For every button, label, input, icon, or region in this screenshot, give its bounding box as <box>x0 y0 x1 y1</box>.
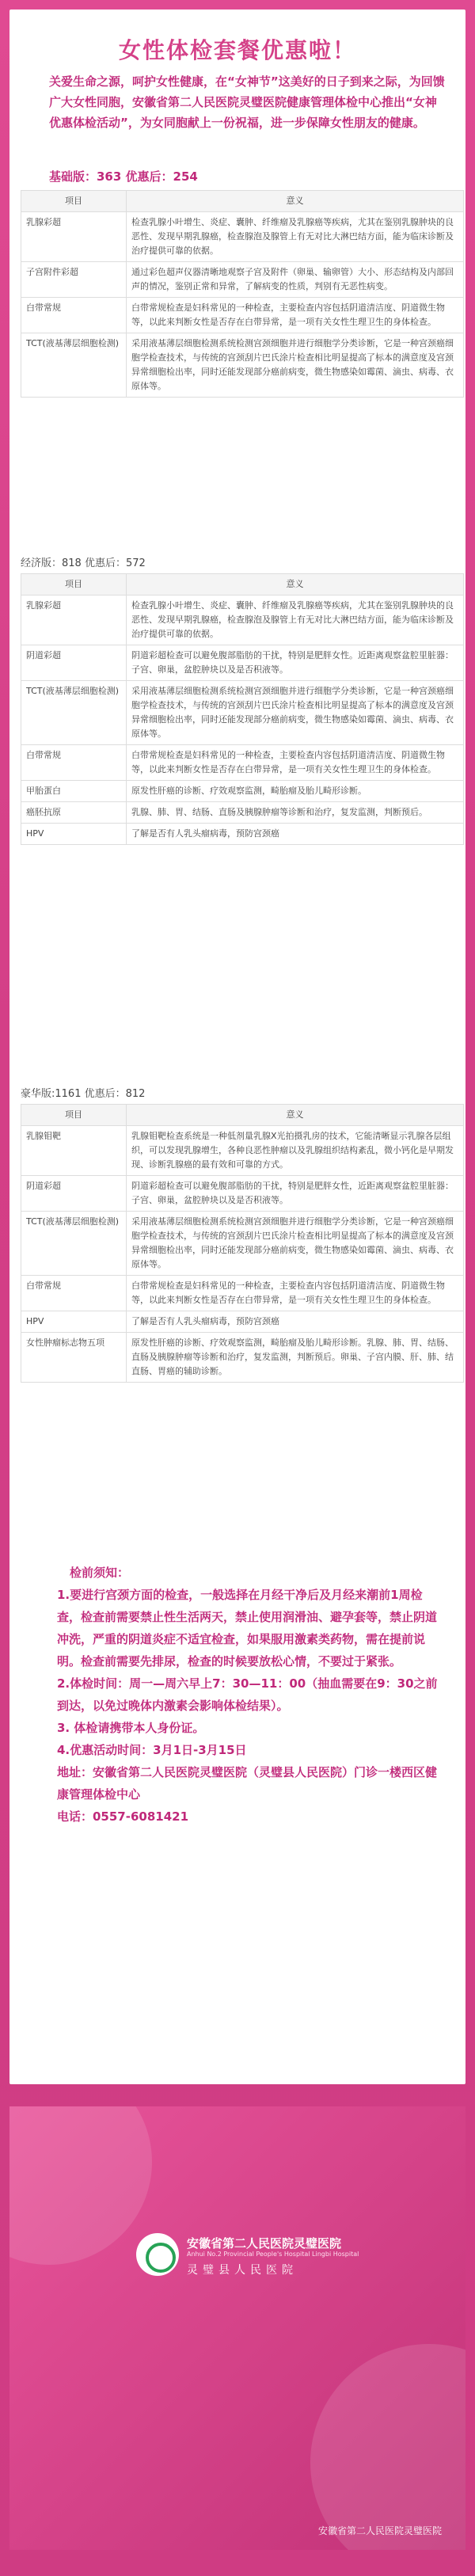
notice-item-1: 1.要进行宫颈方面的检查，一般选择在月经干净后及月经来潮前1周检查，检查前需要禁止性生活两天，禁止使用润滑油、避孕套等，禁止阴道冲洗，严重的阴道炎症不适宜检查，如果服用激素类药物，需在提前说明。检查前需要先排尿，检查的时候要放松心情，不要过于紧张。 <box>57 1588 438 1669</box>
row-item: TCT(液基薄层细胞检测) <box>21 333 127 398</box>
row-meaning: 检查乳腺小叶增生、炎症、囊肿、纤维瘤及乳腺癌等疾病，尤其在鉴别乳腺肿块的良恶性、发现早期乳腺癌，检查腺泡及腺管上有无对比大淋巴结方面，能为临床诊断及治疗提供可靠的依据。 <box>127 212 464 262</box>
table-row <box>21 298 464 333</box>
row-meaning: 阴道彩超检查可以避免腹部脂肪的干扰，特别是肥胖女性，近距离观察盆腔里脏器：子宫、卵巢，盆腔肿块以及是否积液等。 <box>127 1176 464 1212</box>
row-meaning: 了解是否有人乳头瘤病毒，预防宫颈癌 <box>127 824 464 845</box>
hospital-name-en: Anhui No.2 Provincial People's Hospital Lingbi Hospital <box>187 2251 359 2258</box>
table-row <box>21 681 464 745</box>
address: 地址：安徽省第二人民医院灵璧医院（灵璧县人民医院）门诊一楼西区健康管理体检中心 <box>57 1765 438 1802</box>
row-item: 女性肿瘤标志物五项 <box>21 1333 127 1383</box>
header-item: 项目 <box>21 1105 127 1126</box>
row-item: TCT(液基薄层细胞检测) <box>21 1212 127 1276</box>
row-item: 癌胚抗原 <box>21 802 127 824</box>
header-item: 项目 <box>21 574 127 595</box>
notice-item-3: 3. 体检请携带本人身份证。 <box>57 1721 205 1735</box>
table-row <box>21 212 464 262</box>
header-meaning: 意义 <box>127 574 464 595</box>
notice-item-4: 4.优惠活动时间：3月1日-3月15日 <box>57 1743 247 1757</box>
header-meaning: 意义 <box>127 191 464 212</box>
notice-heading: 检前须知： <box>70 1566 130 1580</box>
hospital-name-cn: 安徽省第二人民医院灵璧医院 <box>187 2236 342 2251</box>
table-header <box>21 1105 464 1126</box>
row-item: 子宫附件彩超 <box>21 262 127 298</box>
table-row <box>21 1276 464 1311</box>
package-table-economy <box>21 573 464 845</box>
table-row <box>21 781 464 802</box>
row-item: 阴道彩超 <box>21 1176 127 1212</box>
row-meaning: 乳腺、肺、胃、结肠、直肠及胰腺肿瘤等诊断和治疗，复发监测，判断预后。 <box>127 802 464 824</box>
package-price-luxury: 豪华版:1161 优惠后：812 <box>21 1088 146 1100</box>
row-item: 白带常规 <box>21 298 127 333</box>
row-item: 白带常规 <box>21 1276 127 1311</box>
hospital-emblem-icon <box>136 2233 179 2276</box>
row-meaning: 检查乳腺小叶增生、炎症、囊肿、纤维瘤及乳腺癌等疾病，尤其在鉴别乳腺肿块的良恶性、发现早期乳腺癌，检查腺泡及腺管上有无对比大淋巴结方面，能为临床诊断及治疗提供可靠的依据。 <box>127 595 464 645</box>
table-header <box>21 574 464 595</box>
table-row <box>21 1212 464 1276</box>
hospital-logo <box>136 2233 374 2281</box>
notice-section <box>57 1562 445 1828</box>
header-meaning: 意义 <box>127 1105 464 1126</box>
row-meaning: 采用液基薄层细胞检测系统检测宫颈细胞并进行细胞学分类诊断，它是一种宫颈癌细胞学检查技术，与传统的宫颈刮片巴氏涂片检查相比明显提高了标本的满意度及宫颈异常细胞检出率，同时还能发现部分癌前病变，微生物感染如霉菌、滴虫、病毒、衣原体等。 <box>127 1212 464 1276</box>
page-title: 女性体检套餐优惠啦！ <box>118 37 356 63</box>
watermark: 安徽省第二人民医院灵璧医院 <box>317 2525 442 2536</box>
table-row <box>21 595 464 645</box>
row-item: TCT(液基薄层细胞检测) <box>21 681 127 745</box>
table-row <box>21 1311 464 1333</box>
county-hospital-name: 灵璧县人民医院 <box>187 2264 298 2277</box>
row-meaning: 白带常规检查是妇科常见的一种检查，主要检查内容包括阴道清洁度、阴道微生物等，以此来判断女性是否存在白带异常，是一项有关女性生理卫生的身体检查。 <box>127 298 464 333</box>
table-row <box>21 802 464 824</box>
footer-banner <box>10 2106 466 2550</box>
row-item: HPV <box>21 1311 127 1333</box>
row-item: 阴道彩超 <box>21 645 127 681</box>
row-meaning: 白带常规检查是妇科常见的一种检查，主要检查内容包括阴道清洁度、阴道微生物等，以此来判断女性是否存在白带异常，是一项有关女性生理卫生的身体检查。 <box>127 745 464 781</box>
package-table-basic <box>21 190 464 398</box>
table-row <box>21 745 464 781</box>
row-meaning: 阴道彩超检查可以避免腹部脂肪的干扰，特别是肥胖女性。近距离观察盆腔里脏器：子宫、卵巢，盆腔肿块以及是否积液等。 <box>127 645 464 681</box>
phone: 电话：0557-6081421 <box>57 1809 189 1824</box>
decor-circle <box>10 2106 152 2265</box>
row-meaning: 原发性肝癌的诊断、疗效观察监测，畸胎瘤及胎儿畸形诊断。 <box>127 781 464 802</box>
package-price-economy: 经济版：818 优惠后：572 <box>21 557 146 569</box>
row-meaning: 乳腺钼靶检查系统是一种低剂量乳腺X光拍摄乳房的技术，它能清晰显示乳腺各层组织，可以发现乳腺增生，各种良恶性肿瘤以及乳腺组织结构紊乱，微小钙化是早期发现、诊断乳腺癌的最有效和可靠的方式。 <box>127 1126 464 1176</box>
table-row <box>21 645 464 681</box>
table-row <box>21 262 464 298</box>
table-row <box>21 1176 464 1212</box>
row-meaning: 通过彩色超声仪器清晰地观察子宫及附件（卵巢、输卵管）大小、形态结构及内部回声的情况，鉴别正常和异常，了解病变的性质，判别有无恶性病变。 <box>127 262 464 298</box>
decor-circle <box>310 2344 466 2550</box>
intro-text: 关爱生命之源，呵护女性健康，在“女神节”这美好的日子到来之际，为回馈广大女性同胞，安徽省第二人民医院灵璧医院健康管理体检中心推出“女神优惠体检活动”，为女同胞献上一份祝福，进一步保障女性朋友的健康。 <box>49 74 445 130</box>
row-item: 甲胎蛋白 <box>21 781 127 802</box>
row-item: HPV <box>21 824 127 845</box>
package-table-luxury <box>21 1104 464 1383</box>
row-meaning: 了解是否有人乳头瘤病毒，预防宫颈癌 <box>127 1311 464 1333</box>
package-price-basic: 基础版：363 优惠后：254 <box>49 169 198 184</box>
row-item: 白带常规 <box>21 745 127 781</box>
content-card <box>10 10 466 2084</box>
table-header <box>21 191 464 212</box>
table-row <box>21 824 464 845</box>
row-meaning: 白带常规检查是妇科常见的一种检查，主要检查内容包括阴道清洁度、阴道微生物等，以此来判断女性是否存在白带异常，是一项有关女性生理卫生的身体检查。 <box>127 1276 464 1311</box>
table-row <box>21 1333 464 1383</box>
row-meaning: 采用液基薄层细胞检测系统检测宫颈细胞并进行细胞学分类诊断，它是一种宫颈癌细胞学检查技术，与传统的宫颈刮片巴氏涂片检查相比明显提高了标本的满意度及宫颈异常细胞检出率，同时还能发现部分癌前病变，微生物感染如霉菌、滴虫、病毒、衣原体等。 <box>127 681 464 745</box>
row-item: 乳腺彩超 <box>21 212 127 262</box>
row-item: 乳腺彩超 <box>21 595 127 645</box>
row-meaning: 采用液基薄层细胞检测系统检测宫颈细胞并进行细胞学分类诊断，它是一种宫颈癌细胞学检查技术，与传统的宫颈刮片巴氏涂片检查相比明显提高了标本的满意度及宫颈异常细胞检出率，同时还能发现部分癌前病变，微生物感染如霉菌、滴虫、病毒、衣原体等。 <box>127 333 464 398</box>
row-meaning: 原发性肝癌的诊断、疗效观察监测，畸胎瘤及胎儿畸形诊断。乳腺、肺、胃、结肠、直肠及胰腺肿瘤等诊断和治疗，复发监测，判断预后。卵巢、子宫内膜、肝、肺、结直肠、胃癌的辅助诊断。 <box>127 1333 464 1383</box>
header-item: 项目 <box>21 191 127 212</box>
table-row <box>21 333 464 398</box>
table-row <box>21 1126 464 1176</box>
notice-item-2: 2.体检时间：周一—周六早上7：30—11：00（抽血需要在9：30之前到达，以免过晚体内激素会影响体检结果）。 <box>57 1676 438 1713</box>
row-item: 乳腺钼靶 <box>21 1126 127 1176</box>
